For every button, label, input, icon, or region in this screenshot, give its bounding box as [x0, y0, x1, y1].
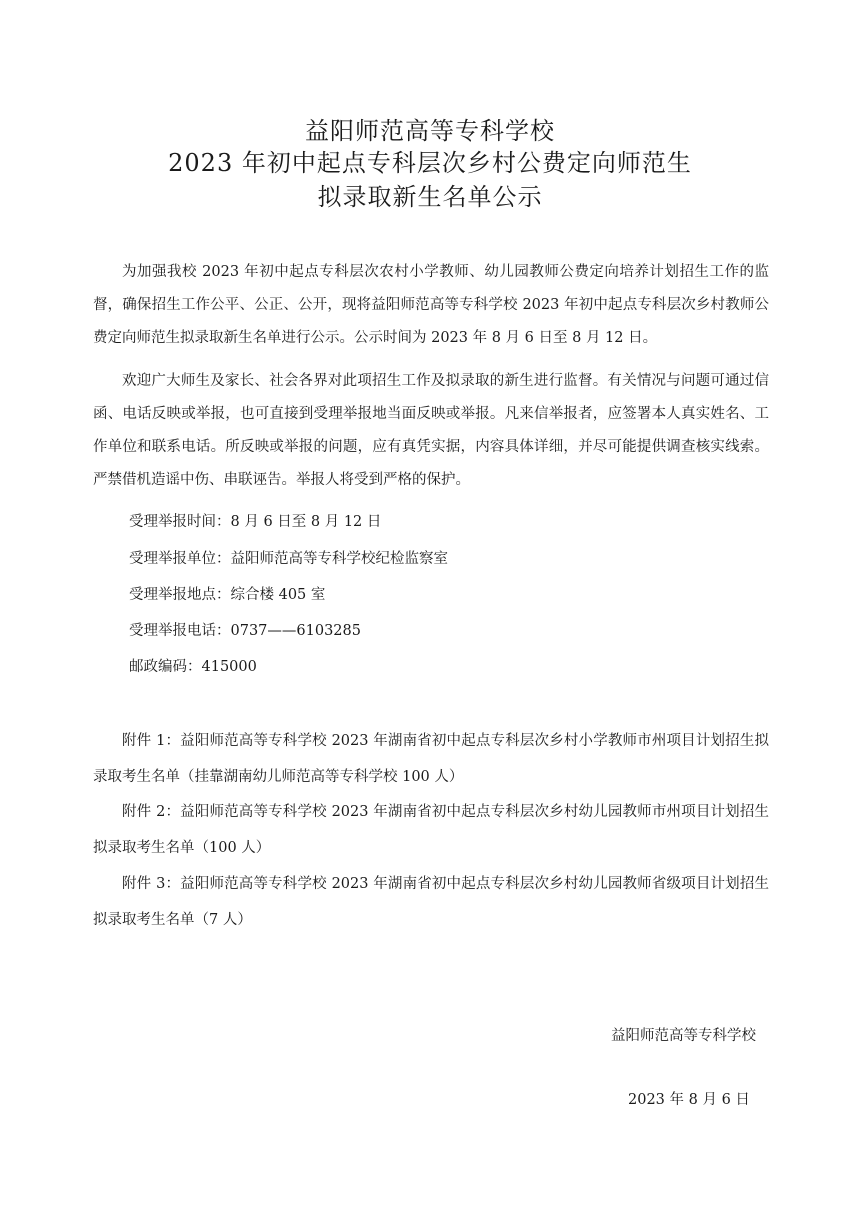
attachment-1: 附件 1：益阳师范高等专科学校 2023 年湖南省初中起点专科层次乡村小学教师市州项目计划招生拟录取考生名单（挂靠湖南幼儿师范高等专科学校 100 人） [93, 733, 769, 785]
supervision-paragraph: 欢迎广大师生及家长、社会各界对此项招生工作及拟录取的新生进行监督。有关情况与问题可通过信函、电话反映或举报，也可直接到受理举报地当面反映或举报。凡来信举报者，应签署本人真实姓名、工作单位和联系电话。所反映或举报的问题，应有真凭实据，内容具体详细，并尽可能提供调查核实线索。严禁借机造谣中伤、串联诬告。举报人将受到严格的保护。 [93, 373, 769, 488]
report-phone: 受理举报电话：0737——6103285 [129, 623, 361, 639]
announcement-paragraph: 为加强我校 2023 年初中起点专科层次农村小学教师、幼儿园教师公费定向培养计划招生工作的监督，确保招生工作公平、公正、公开，现将益阳师范高等专科学校 2023 年初中起点专科层次乡村教师公费定向师范生拟录取新生名单进行公示。公示时间为 2023 年 8 月 6 日至 8 月 12 日。 [93, 264, 769, 346]
document-title-line-2: 2023 年初中起点专科层次乡村公费定向师范生 [168, 149, 692, 177]
postal-code: 邮政编码：415000 [129, 659, 257, 675]
signature-date: 2023 年 8 月 6 日 [628, 1092, 750, 1108]
document-title-line-3: 拟录取新生名单公示 [317, 183, 543, 211]
attachment-3: 附件 3：益阳师范高等专科学校 2023 年湖南省初中起点专科层次乡村幼儿园教师省级项目计划招生拟录取考生名单（7 人） [93, 876, 769, 928]
report-time: 受理举报时间：8 月 6 日至 8 月 12 日 [129, 514, 382, 530]
document-title-line-1: 益阳师范高等专科学校 [305, 117, 555, 145]
signature-organization: 益阳师范高等专科学校 [611, 1028, 756, 1044]
attachment-2: 附件 2：益阳师范高等专科学校 2023 年湖南省初中起点专科层次乡村幼儿园教师市州项目计划招生拟录取考生名单（100 人） [93, 804, 769, 856]
report-place: 受理举报地点：综合楼 405 室 [129, 587, 326, 603]
report-unit: 受理举报单位：益阳师范高等专科学校纪检监察室 [129, 551, 448, 567]
